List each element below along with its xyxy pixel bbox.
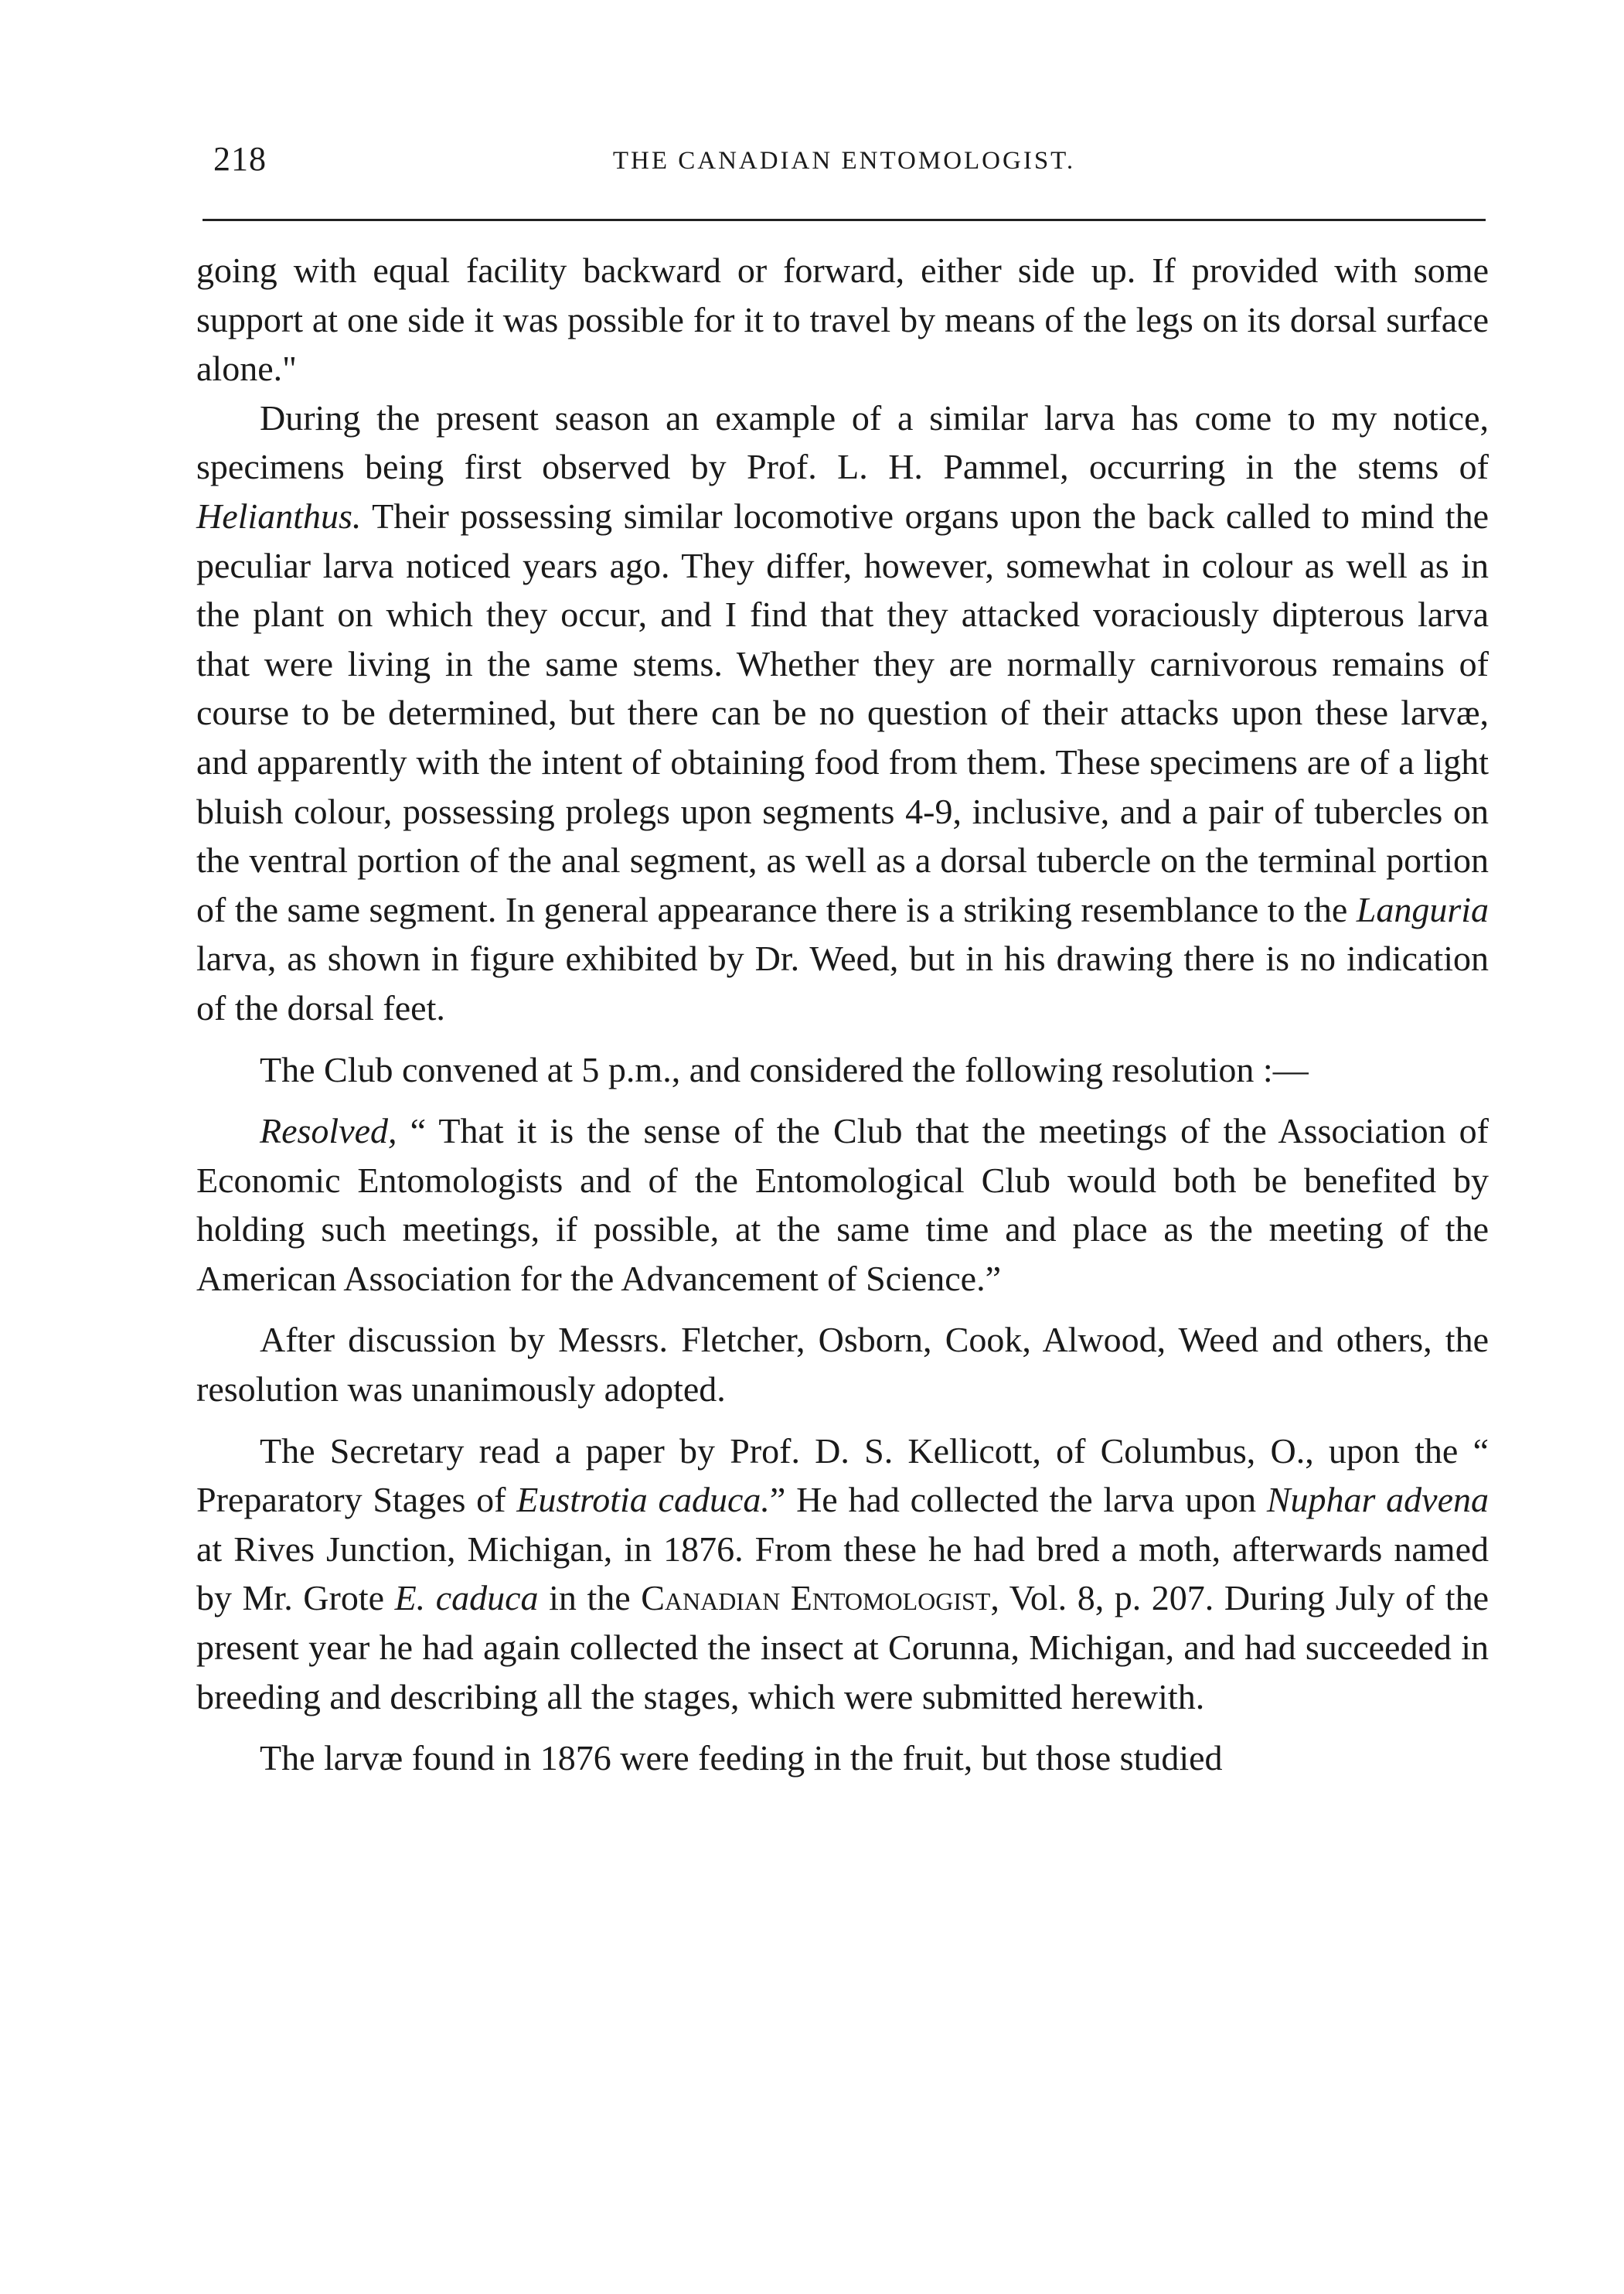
text-run: “ That it is the sense of the Club that the meetings of the Association of Economic Entomologists and of the Entomological Club would both be benefited by holding such meetings, if possible, at the same time and place as the meeting of the American Association for the Advancement of Science.” xyxy=(196,1111,1489,1298)
italic-text: Eustrotia caduca. xyxy=(516,1480,770,1520)
paragraph-club-convened xyxy=(196,1045,1489,1095)
page-number: 218 xyxy=(213,140,267,178)
italic-text: Nuphar advena xyxy=(1266,1480,1490,1520)
italic-text: E. caduca xyxy=(394,1578,539,1618)
italic-text: Helianthus. xyxy=(196,496,362,536)
text-run: During the present season an example of a similar larva has come to my notice, specimens being first observed by Prof. L. H. Pammel, occurring in the stems of xyxy=(196,397,1489,487)
running-title: THE CANADIAN ENTOMOLOGIST. xyxy=(612,147,1076,175)
text-run: The larvæ found in 1876 were feeding in the fruit, but those studied xyxy=(260,1738,1223,1778)
text-run: After discussion by Messrs. Fletcher, Osborn, Cook, Alwood, Weed and others, the resolution was unanimously adopted. xyxy=(196,1320,1489,1409)
text-run: Their possessing similar locomotive organs upon the back called to mind the peculiar larva noticed years ago. They differ, however, somewhat in colour as well as in the plant on which they occur, and I find that they attacked voraciously dipterous larva that were living in the same stems. Whether they are normally carnivorous remains of course to be determined, but there can be no question of their attacks upon these larvæ, and apparently with the intent of obtaining food from them. These specimens are of a light bluish colour, possessing prolegs upon segments 4-9, inclusive, and a pair of tubercles on the ventral portion of the anal segment, as well as a dorsal tubercle on the terminal portion of the same segment. In general appearance there is a striking resemblance to the xyxy=(196,496,1489,929)
paragraph-resolution xyxy=(196,1106,1489,1303)
italic-text: Languria xyxy=(1356,889,1490,929)
text-run: The Club convened at 5 p.m., and considered the following resolution :— xyxy=(260,1049,1309,1089)
paragraph-helianthus-larva xyxy=(196,394,1489,1033)
italic-text: Resolved, xyxy=(260,1111,397,1151)
header-rule xyxy=(203,219,1486,221)
text-run: ” He had collected the larva upon xyxy=(769,1480,1267,1520)
text-run: , Vol. 8, p. 207. During July of the present year he had again collected the insect at Corunna, Michigan, and had succeeded in breeding and describing all the stages, which were submitted herewith. xyxy=(196,1578,1490,1716)
text-run: The Secretary read a paper by Prof. D. S. Kellicott, of Columbus, O., upon the “ Preparatory Stages of xyxy=(196,1430,1489,1520)
paragraph-larvae-1876 xyxy=(196,1733,1489,1783)
smallcaps-text: Canadian Entomologist xyxy=(641,1578,991,1618)
page-header xyxy=(203,136,1486,182)
paragraph-discussion xyxy=(196,1315,1489,1413)
text-run: in the xyxy=(538,1578,642,1618)
paragraph-continued xyxy=(196,246,1489,394)
body-text xyxy=(196,246,1489,1783)
text-run: going with equal facility backward or forward, either side up. If provided with some support at one side it was possible for it to travel by means of the legs on its dorsal surface alone." xyxy=(196,251,1489,389)
text-run: larva, as shown in figure exhibited by Dr. Weed, but in his drawing there is no indication of the dorsal feet. xyxy=(196,939,1489,1028)
text-run: at Rives Junction, Michigan, in 1876. From these he had bred a moth, afterwards named by Mr. Grote xyxy=(196,1529,1489,1618)
paragraph-secretary-paper xyxy=(196,1427,1489,1722)
